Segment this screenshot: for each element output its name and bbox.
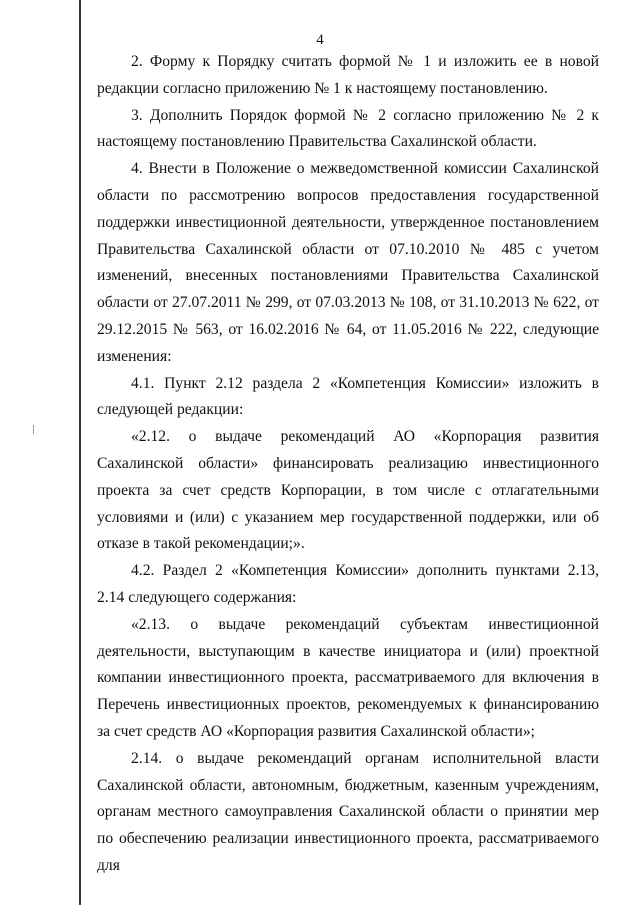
scan-artifact-mark [33, 425, 34, 434]
paragraph-quote-2-13: «2.13. о выдаче рекомендаций субъектам инвестиционной деятельности, выступающим в качестве инициатора и (или) проектной компании инвестиционного проекта, рассматриваемого для включения в Перечень инвестиционных проектов, рекомендуемых к финансированию за счет средств АО «Корпорация развития Сахалинской области»; [97, 615, 599, 740]
paragraph-4: 4. Внести в Положение о межведомственной комиссии Сахалинской области по рассмотрению вопросов предоставления государственной поддержки инвестиционной деятельности, утвержденное постановлением Правительства Сахалинской области от 07.10.2010 № 485 с учетом изменений, внесенных постановлениями Правительства Сахалинской области от 27.07.2011 № 299, от 07.03.2013 № 108, от 31.10.2013 № 622, от 29.12.2015 № 563, от 16.02.2016 № 64, от 11.05.2016 № 222, следующие изменения: [97, 160, 599, 365]
document-body [97, 49, 599, 880]
paragraph-4-1: 4.1. Пункт 2.12 раздела 2 «Компетенция Комиссии» изложить в следующей редакции: [97, 374, 599, 419]
paragraph-2-14: 2.14. о выдаче рекомендаций органам исполнительной власти Сахалинской области, автономным, бюджетным, казенным учреждениям, органам местного самоуправления Сахалинской области о принятии мер по обеспечению реализации инвестиционного проекта, рассматриваемого для [97, 749, 599, 874]
paragraph-quote-2-12: «2.12. о выдаче рекомендаций АО «Корпорация развития Сахалинской области» финансировать реализацию инвестиционного проекта за счет средств Корпорации, в том числе с отлагательными условиями и (или) с указанием мер государственной поддержки, или об отказе в такой рекомендации;». [97, 428, 599, 553]
scan-left-edge-line [79, 0, 81, 905]
paragraph-2: 2. Форму к Порядку считать формой № 1 и изложить ее в новой редакции согласно приложению № 1 к настоящему постановлению. [97, 53, 599, 97]
paragraph-4-2: 4.2. Раздел 2 «Компетенция Комиссии» дополнить пунктами 2.13, 2.14 следующего содержания: [97, 562, 599, 606]
page-number: 4 [316, 32, 324, 48]
paragraph-3: 3. Дополнить Порядок формой № 2 согласно приложению № 2 к настоящему постановлению Правительства Сахалинской области. [97, 106, 599, 151]
